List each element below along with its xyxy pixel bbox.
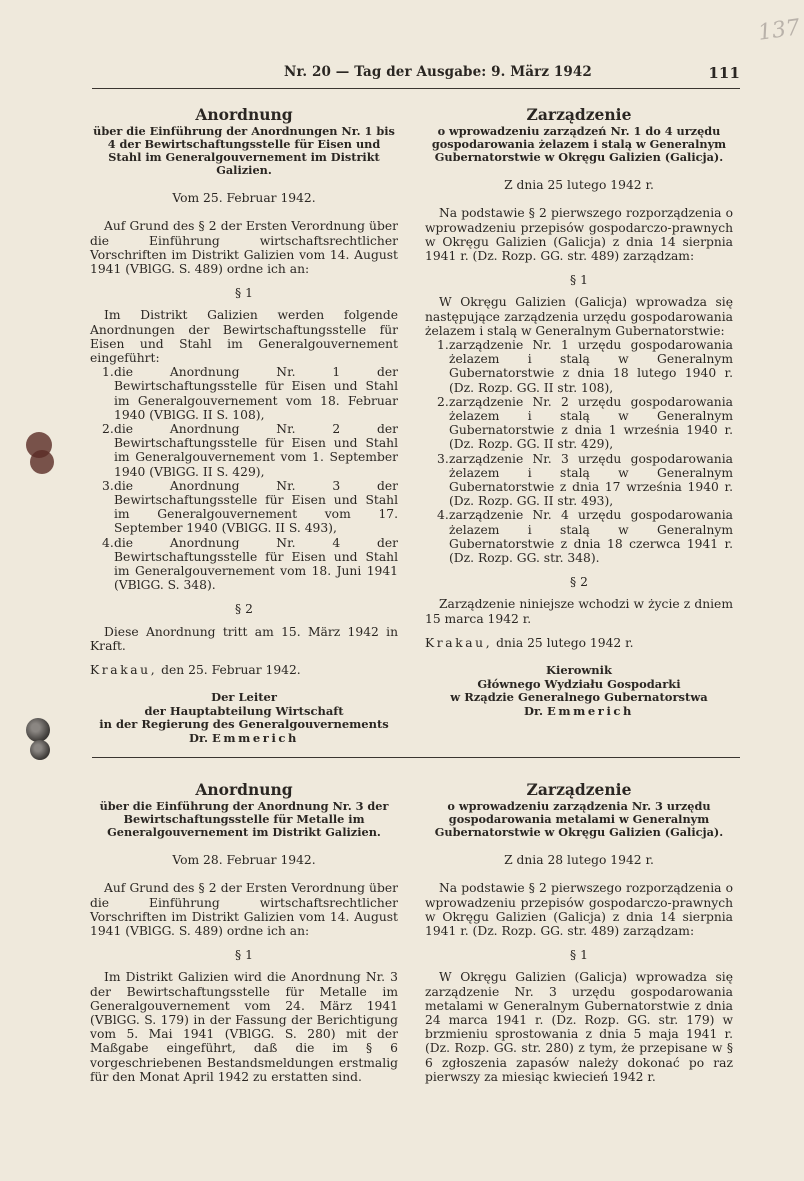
section1-pl-par2-heading: § 2: [570, 575, 588, 590]
section1-de-subtitle: über die Einführung der Anordnungen Nr. 1 bis 4 der Bewirtschaftungsstelle für Eisen und Stahl im Generalgouvernement im Distrikt Galizien.: [93, 124, 395, 178]
list-item: 2. zarządzenie Nr. 2 urzędu gospodarowania żelazem i stalą w Generalnym Gubernatorstwie z dnia 1 września 1940 r. (Dz. Rozp. GG. II str. 429),: [437, 394, 733, 452]
section1-de-list: [90, 365, 398, 592]
section2-polish-column: [425, 780, 733, 1094]
page-number: 111: [708, 64, 740, 82]
section1-pl-par1-heading: § 1: [570, 273, 588, 288]
section1-de-title: Anordnung: [195, 105, 293, 124]
section2-de-date: Vom 28. Februar 1942.: [172, 853, 316, 868]
section1-pl-date: Z dnia 25 lutego 1942 r.: [504, 178, 654, 193]
section1-de-par2-heading: § 2: [235, 602, 253, 617]
paper-hole: [30, 740, 50, 760]
section1-de-par2-text: Diese Anordnung tritt am 15. März 1942 in Kraft.: [90, 624, 398, 653]
section1-pl-subtitle: o wprowadzeniu zarządzeń Nr. 1 do 4 urzędu gospodarowania żelazem i stalą w Generalnym Gubernatorstwie w Okręgu Galizien (Galicja).: [431, 124, 727, 165]
list-item: 3. die Anordnung Nr. 3 der Bewirtschaftungsstelle für Eisen und Stahl im Generalgouvernement vom 17. September 1940 (VBlGG. II S. 493),: [102, 478, 398, 536]
section2-german-column: [90, 780, 398, 1094]
section1-german-column: [90, 105, 398, 745]
section2-de-intro: Auf Grund des § 2 der Ersten Verordnung über die Einführung wirtschaftsrechtlicher Vorschriften im Distrikt Galizien vom 14. August 1941 (VBlGG. S. 489) ordne ich an:: [90, 881, 398, 939]
paper-hole: [26, 718, 50, 742]
section1-de-par1-heading: § 1: [235, 286, 253, 301]
section1-de-place-date: Krakau, den 25. Februar 1942.: [90, 663, 301, 678]
section1-pl-par2-text: Zarządzenie niniejsze wchodzi w życie z dniem 15 marca 1942 r.: [425, 597, 733, 626]
section2-pl-title: Zarządzenie: [526, 780, 632, 799]
section2-de-par1-heading: § 1: [235, 948, 253, 963]
section1-de-date: Vom 25. Februar 1942.: [172, 191, 316, 206]
section1-pl-place-date: Krakau, dnia 25 lutego 1942 r.: [425, 635, 634, 650]
section1-de-intro: Auf Grund des § 2 der Ersten Verordnung über die Einführung wirtschaftsrechtlicher Vorschriften im Distrikt Galizien vom 14. August 1941 (VBlGG. S. 489) ordne ich an:: [90, 219, 398, 277]
section1-pl-title: Zarządzenie: [526, 105, 632, 124]
list-item: 1. zarządzenie Nr. 1 urzędu gospodarowania żelazem i stalą w Generalnym Gubernatorstwie z dnia 18 lutego 1940 r. (Dz. Rozp. GG. II str. 108),: [437, 338, 733, 395]
section2-pl-date: Z dnia 28 lutego 1942 r.: [504, 853, 654, 868]
section2-pl-par1-heading: § 1: [570, 948, 588, 963]
paper-stain: [30, 450, 54, 474]
section1-polish-column: [425, 105, 733, 718]
section-divider-rule: [92, 757, 740, 758]
section2-pl-intro: Na podstawie § 2 pierwszego rozporządzenia o wprowadzeniu przepisów gospodarczo-prawnych w Okręgu Galizien (Galicja) z dnia 14 sierpnia 1941 r. (Dz. Rozp. GG. str. 489) zarządzam:: [425, 881, 733, 939]
section1-pl-list: [425, 338, 733, 565]
section1-pl-signature: Kierownik Głównego Wydziału Gospodarki w Rządzie Generalnego Gubernatorstwa Dr. Emmerich: [450, 663, 708, 718]
section2-de-par1-text: Im Distrikt Galizien wird die Anordnung Nr. 3 der Bewirtschaftungsstelle für Metalle im Generalgouvernement vom 24. März 1941 (VBlGG. S. 179) in der Fassung der Berichtigung vom 5. Mai 1941 (VBlGG. S. 280) mit der Maßgabe eingeführt, daß die im § 6 vorgeschriebenen Bestandsmeldungen erstmalig für den Monat April 1942 zu erstatten sind.: [90, 970, 398, 1084]
section2-pl-par1-text: W Okręgu Galizien (Galicja) wprowadza się zarządzenie Nr. 3 urzędu gospodarowania metalami w Generalnym Gubernatorstwie z dnia 24 marca 1941 r. (Dz. Rozp. GG. str. 179) w brzmieniu sprostowania z dnia 5 maja 1941 r. (Dz. Rozp. GG. str. 280) z tym, że przepisane w § 6 zgłoszenia zapasów należy dokonać po raz pierwszy za miesiąc kwiecień 1942 r.: [425, 970, 733, 1084]
section1-de-signature: Der Leiter der Hauptabteilung Wirtschaft in der Regierung des Generalgouvernements Dr. Emmerich: [99, 690, 389, 745]
list-item: 1. die Anordnung Nr. 1 der Bewirtschaftungsstelle für Eisen und Stahl im Generalgouvernement vom 18. Februar 1940 (VBlGG. II S. 108),: [102, 365, 398, 422]
header-rule: [92, 88, 740, 89]
section2-de-subtitle: über die Einführung der Anordnung Nr. 3 der Bewirtschaftungsstelle für Metalle im Generalgouvernement im Distrikt Galizien.: [99, 799, 389, 840]
section1-pl-intro: Na podstawie § 2 pierwszego rozporządzenia o wprowadzeniu przepisów gospodarczo-prawnych w Okręgu Galizien (Galicja) z dnia 14 sierpnia 1941 r. (Dz. Rozp. GG. str. 489) zarządzam:: [425, 206, 733, 264]
section2-pl-subtitle: o wprowadzeniu zarządzenia Nr. 3 urzędu gospodarowania metalami w Generalnym Gubernatorstwie w Okręgu Galizien (Galicja).: [434, 799, 724, 840]
issue-line: Nr. 20 — Tag der Ausgabe: 9. März 1942: [284, 64, 592, 80]
list-item: 4. die Anordnung Nr. 4 der Bewirtschaftungsstelle für Eisen und Stahl im Generalgouvernement vom 18. Juni 1941 (VBlGG. S. 348).: [102, 535, 398, 593]
list-item: 2. die Anordnung Nr. 2 der Bewirtschaftungsstelle für Eisen und Stahl im Generalgouvernement vom 1. September 1940 (VBlGG. II S. 429),: [102, 422, 398, 479]
list-item: 3. zarządzenie Nr. 3 urzędu gospodarowania żelazem i stalą w Generalnym Gubernatorstwie z dnia 17 września 1940 r. (Dz. Rozp. GG. II str. 493),: [437, 451, 733, 509]
section2-de-title: Anordnung: [195, 780, 293, 799]
section1-de-par1-text: Im Distrikt Galizien werden folgende Anordnungen der Bewirtschaftungsstelle für Eisen und Stahl im Generalgouvernement eingeführt:: [90, 308, 398, 366]
list-item: 4. zarządzenie Nr. 4 urzędu gospodarowania żelazem i stalą w Generalnym Gubernatorstwie z dnia 18 czerwca 1941 r. (Dz. Rozp. GG. str. 348).: [437, 508, 733, 566]
handwritten-page-mark: 137: [756, 15, 802, 46]
section1-pl-par1-text: W Okręgu Galizien (Galicja) wprowadza się następujące zarządzenia urzędu gospodarowania żelazem i stalą w Generalnym Gubernatorstwie:: [425, 295, 733, 338]
